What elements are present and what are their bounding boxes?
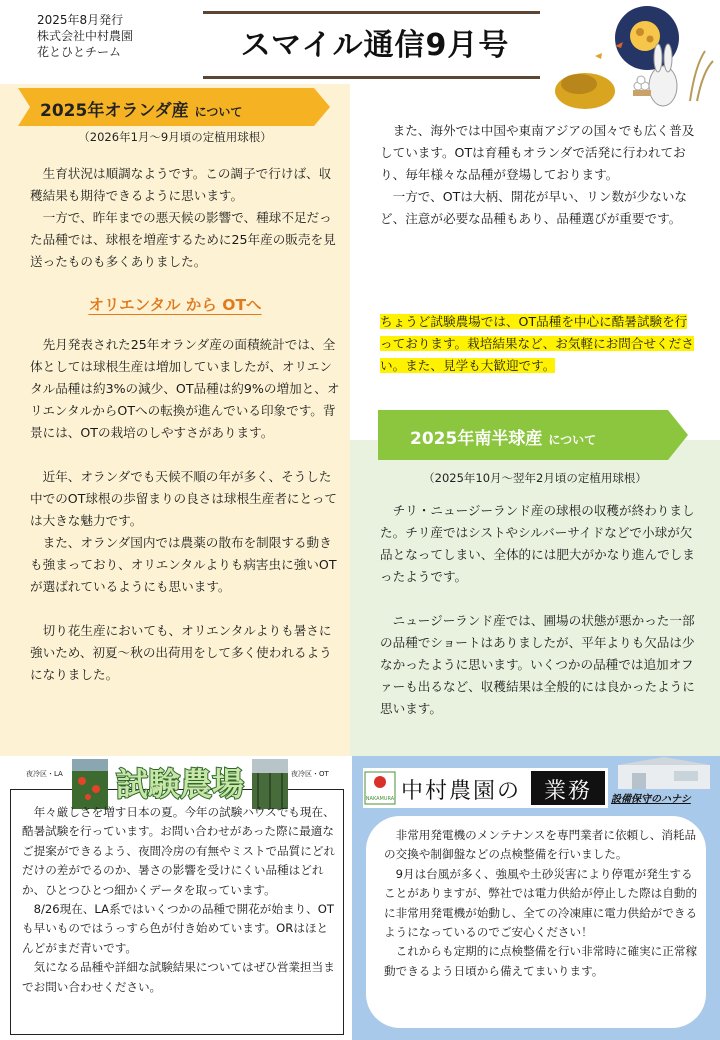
southern-banner-suffix: について bbox=[548, 433, 597, 447]
paragraph: 非常用発電機のメンテナンスを専門業者に依頼し、消耗品の交換や制御盤などの点検整備を行いました。 bbox=[384, 828, 697, 862]
photo-label-ot: 夜冷区・OT bbox=[291, 770, 329, 778]
holland-paragraph-2 bbox=[30, 334, 340, 686]
paragraph: また、オランダ国内では農薬の散布を制限する動きも強まっており、オリエンタルよりも病害虫に強いOTが選ばれているようにも思います。 bbox=[30, 535, 337, 594]
business-title-a: 中村農園の bbox=[401, 779, 522, 804]
holland-banner-suffix: について bbox=[194, 105, 243, 119]
southern-paragraph bbox=[380, 500, 698, 720]
paragraph: 先月発表された25年オランダ産の面積統計では、全体としては球根生産は増加していましたが、オリエンタル品種は約3%の減少、OT品種は約9%の増加と、オリエンタルからOTへの転換が進んでいる印象です。背景には、OTの栽培のしやすさがあります。 bbox=[30, 337, 340, 440]
paragraph: 気になる品種や詳細な試験結果についてはぜひ営業担当までお問い合わせください。 bbox=[22, 960, 335, 994]
paragraph bbox=[30, 598, 340, 620]
trial-invitation-highlight bbox=[380, 311, 698, 377]
paragraph: これからも定期的に点検整備を行い非常時に確実に正常稼動できるよう日頃から備えてまいります。 bbox=[384, 944, 698, 978]
greenhouse-photo-la bbox=[72, 759, 108, 809]
paragraph: 近年、オランダでも天候不順の年が多く、そうした中でのOT球根の歩留まりの良さは球根生産者にとっては大きな魅力です。 bbox=[30, 469, 338, 528]
holland-subtitle: （2026年1月～9月頃の定植用球根） bbox=[78, 130, 272, 144]
company-name: 株式会社中村農園 bbox=[37, 29, 134, 43]
trial-farm-paragraph bbox=[22, 803, 338, 997]
business-title-b: 業務 bbox=[543, 779, 593, 804]
business-subtitle: 設備保守のハナシ bbox=[611, 794, 691, 805]
business-banner bbox=[363, 768, 608, 808]
trial-title-text: 試験農場 bbox=[115, 765, 245, 803]
southern-subtitle: （2025年10月～翌年2月頃の定植用球根） bbox=[423, 471, 647, 485]
paragraph bbox=[380, 588, 698, 610]
paragraph: 生育状況は順調なようです。この調子で行けば、収穫結果も期待できるように思います。 bbox=[30, 166, 332, 203]
paragraph bbox=[30, 444, 340, 466]
photo-label-la: 夜冷区・LA bbox=[26, 770, 63, 778]
southern-banner-main: 2025年南半球産 bbox=[410, 429, 543, 449]
paragraph: 年々厳しさを増す日本の夏。今年の試験ハウスでも現在、酷暑試験を行っています。お問い合わせがあった際に最適なご提案ができるよう、夜間冷房の有無やミストで品質にどれだけの差がでるのか、暑さの影響を受けにくい品種はどれか、ひとつひとつ細かくデータを取っています。 bbox=[22, 805, 336, 897]
holland-paragraph-1 bbox=[30, 163, 340, 273]
moon-rabbit-illustration bbox=[555, 6, 715, 114]
paragraph: 切り花生産においても、オリエンタルよりも暑さに強いため、初夏～秋の出荷用をして多く使われるようになりました。 bbox=[30, 623, 332, 682]
holland-banner-title bbox=[40, 96, 320, 121]
holland-banner-main: 2025年オランダ産 bbox=[40, 101, 189, 121]
paragraph: ニュージーランド産では、圃場の状態が悪かった一部の品種でショートはありましたが、平年よりも欠品は少なかったように思います。いくつかの品種では追加オファーも出るなど、収穫結果は全般的には良かったように思います。 bbox=[380, 613, 695, 716]
greenhouse-photo-ot bbox=[252, 759, 288, 809]
ot-section-heading: オリエンタル から OTへ bbox=[88, 296, 262, 314]
highlight-text: ちょうど試験農場では、OT品種を中心に酷暑試験を行っております。栽培結果など、お気軽にお問合せください。また、見学も大歓迎です。 bbox=[380, 314, 694, 373]
newsletter-title: スマイル通信9月号 bbox=[240, 28, 510, 63]
paragraph: 一方で、昨年までの悪天候の影響で、種球不足だった品種では、球根を増産するために25年産の販売を見送ったものも多くありました。 bbox=[30, 210, 336, 269]
team-name: 花とひとチーム bbox=[37, 45, 122, 59]
paragraph: 一方で、OTは大柄、開花が早い、リン数が少ないなど、注意が必要な品種もあり、品種選びが重要です。 bbox=[380, 189, 688, 226]
southern-banner-title bbox=[410, 424, 680, 449]
paragraph: 8/26現在、LA系ではいくつかの品種で開花が始まり、OTも早いものではうっすら色が付き始めています。ORはほとんどがまだ青いです。 bbox=[22, 902, 334, 955]
paragraph: 9月は台風が多く、強風や土砂災害により停電が発生することがありますが、弊社では電力供給が停止した際は自動的に非常用発電機が始動し、全ての冷凍庫に電力供給ができるようになっているのでご安心ください！ bbox=[384, 866, 698, 940]
logo-text: NAKAMURA bbox=[365, 796, 395, 802]
issue-date: 2025年8月発行 bbox=[37, 13, 124, 27]
holland-paragraph-3 bbox=[380, 120, 698, 230]
facility-illustration bbox=[612, 757, 716, 789]
paragraph: チリ・ニュージーランド産の球根の収穫が終わりました。チリ産ではシストやシルバーサイドなどで小球が欠品となってしまい、全体的には肥大がかなり進んでしまったようです。 bbox=[380, 503, 695, 584]
business-paragraph bbox=[384, 826, 700, 981]
trial-farm-title bbox=[112, 759, 248, 805]
paragraph: また、海外では中国や東南アジアの国々でも広く普及しています。OTは育種もオランダで活発に行われており、毎年様々な品種が登場しております。 bbox=[380, 123, 695, 182]
header-info bbox=[37, 12, 133, 60]
